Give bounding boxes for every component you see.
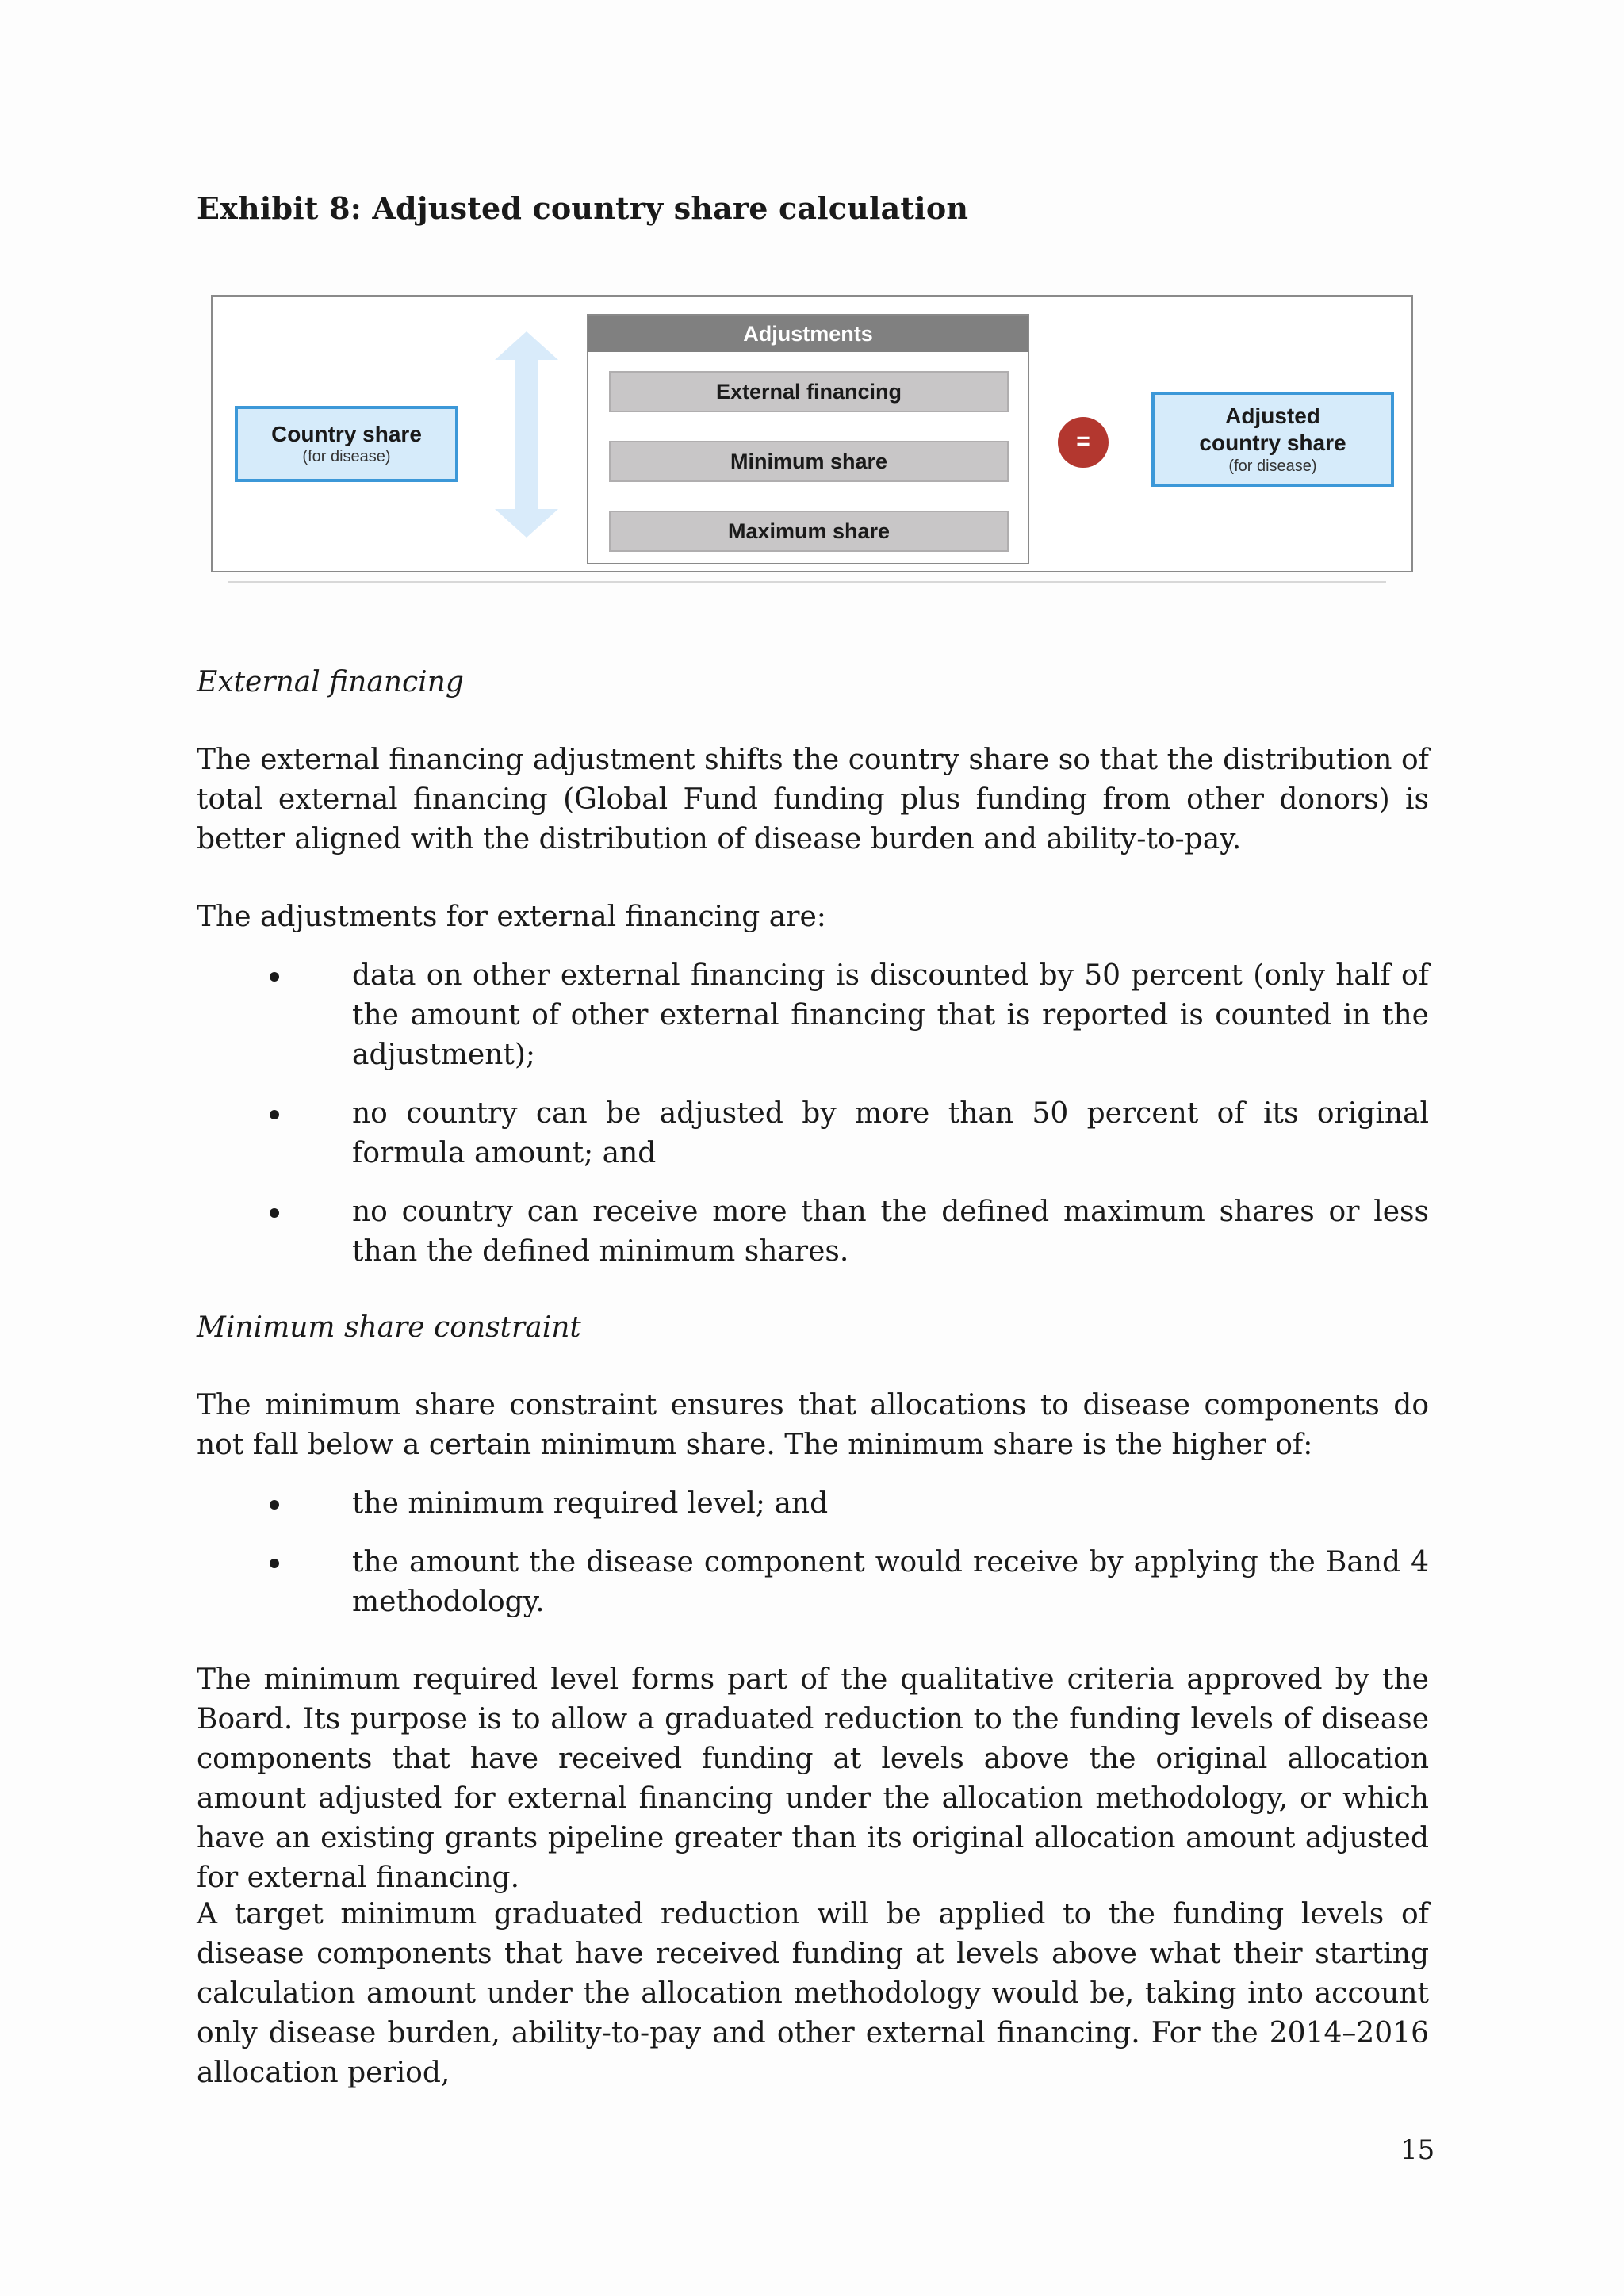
- country-share-box: [235, 406, 458, 482]
- adjusted-country-share-box: [1151, 392, 1394, 487]
- bullet-text: no country can be adjusted by more than 50 percent of its original formula amount; and: [352, 1097, 1429, 1169]
- required-level-paragraph: The minimum required level forms part of the qualitative criteria approved by the Board. Its purpose is to allow a graduated reduction to the funding levels of disease components that have received funding at levels above the original allocation amount adjusted for external financing under the allocation methodology, or which have an existing grants pipeline greater than its original allocation amount adjusted for external financing.: [197, 1663, 1429, 1894]
- external-financing-heading: External financing: [197, 666, 464, 698]
- adjustments-header: Adjustments: [588, 316, 1028, 352]
- bullet-icon: [270, 1208, 279, 1218]
- list-item: [197, 1192, 1429, 1272]
- target-reduction-paragraph: A target minimum graduated reduction will be applied to the funding levels of disease components that have received funding at levels above what their starting calculation amount under the allocation methodology would be, taking into account only disease burden, ability-to-pay and other external financing. For the 2014–2016 allocation period,: [197, 1898, 1429, 2089]
- bullet-icon: [270, 1559, 279, 1568]
- bullet-text: the minimum required level; and: [352, 1487, 829, 1520]
- adjustments-intro: The adjustments for external financing are:: [197, 901, 826, 933]
- minimum-share-bullets: [197, 1484, 1429, 1641]
- adjusted-title-line2: country share: [1199, 430, 1346, 455]
- divider: [228, 581, 1386, 583]
- list-item: [197, 1543, 1429, 1622]
- list-item: [197, 1484, 1429, 1524]
- bullet-text: the amount the disease component would receive by applying the Band 4 methodology.: [352, 1546, 1429, 1618]
- adjusted-subtitle: (for disease): [1228, 457, 1317, 475]
- adjustments-panel: [587, 314, 1029, 564]
- external-financing-paragraph: The external financing adjustment shifts the country share so that the distribution of total external financing (Global Fund funding plus funding from other donors) is better aligned with the distribution of disease burden and ability-to-pay.: [197, 744, 1429, 855]
- exhibit-heading: Exhibit 8: Adjusted country share calculation: [197, 190, 969, 226]
- bullet-icon: [270, 972, 279, 982]
- list-item: [197, 956, 1429, 1075]
- country-share-subtitle: (for disease): [302, 448, 391, 465]
- bullet-icon: [270, 1500, 279, 1510]
- external-financing-bullets: [197, 956, 1429, 1291]
- bullet-text: no country can receive more than the defined maximum shares or less than the defined minimum shares.: [352, 1196, 1429, 1268]
- double-arrow-icon: [495, 331, 558, 538]
- adjustment-minimum-share: Minimum share: [609, 441, 1009, 482]
- adjusted-title-line1: Adjusted: [1225, 404, 1320, 428]
- list-item: [197, 1094, 1429, 1173]
- minimum-share-paragraph: The minimum share constraint ensures that allocations to disease components do not fall below a certain minimum share. The minimum share is the higher of:: [197, 1389, 1429, 1461]
- adjustment-external-financing: External financing: [609, 371, 1009, 412]
- country-share-title: Country share: [271, 422, 422, 446]
- minimum-share-heading: Minimum share constraint: [197, 1311, 581, 1344]
- bullet-text: data on other external financing is discounted by 50 percent (only half of the amount of other external financing that is reported is counted in the adjustment);: [352, 959, 1429, 1071]
- equals-icon: =: [1058, 417, 1109, 468]
- exhibit-diagram: [211, 295, 1413, 572]
- page-number: 15: [1400, 2134, 1435, 2166]
- bullet-icon: [270, 1110, 279, 1119]
- adjustment-maximum-share: Maximum share: [609, 511, 1009, 552]
